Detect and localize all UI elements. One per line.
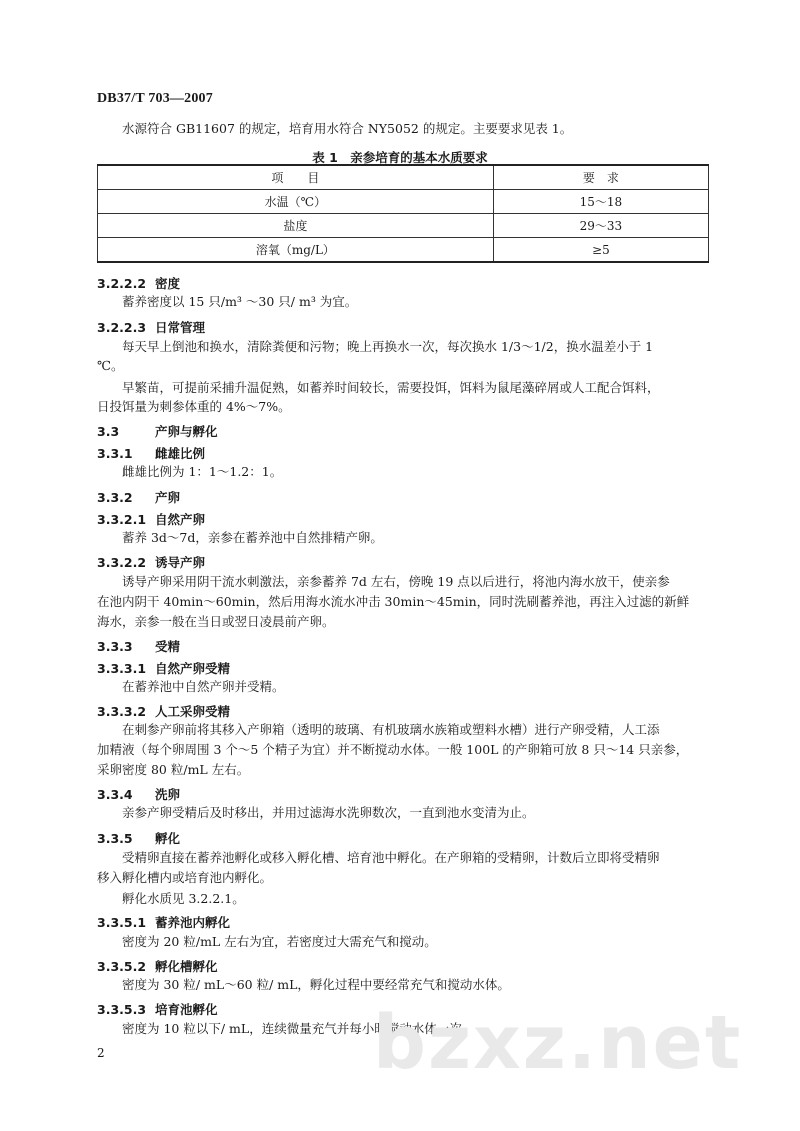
paragraph: 亲参产卵受精后及时移出，并用过滤海水洗卵数次，一直到池水变清为止。 xyxy=(122,805,535,820)
section-number: 3.3.3.1 xyxy=(97,661,147,676)
table-title: 表 1 亲参培育的基本水质要求 xyxy=(312,150,488,165)
section-number: 3.3.5.3 xyxy=(97,1002,147,1017)
paragraph-line: 移入孵化槽内或培育池内孵化。 xyxy=(97,870,273,885)
section-number: 3.3 xyxy=(97,424,120,439)
table-header-requirement: 要 求 xyxy=(493,165,708,190)
water-quality-table xyxy=(97,164,709,263)
section-heading-3-3-5-3 xyxy=(97,1000,218,1018)
section-title: 人工采卵受精 xyxy=(155,704,231,719)
section-heading-3-3 xyxy=(97,422,218,440)
table-header-item: 项 目 xyxy=(98,165,494,190)
table-cell: 15～18 xyxy=(493,190,708,214)
paragraph-line: 每天早上倒池和换水，清除粪便和污物；晚上再换水一次，每次换水 1/3～1/2，换水温差小于 1 xyxy=(122,339,654,354)
section-title: 孵化 xyxy=(155,831,181,846)
paragraph-line: 早繁苗，可提前采捕升温促熟，如蓄养时间较长，需要投饵，饵料为鼠尾藻碎屑或人工配合饵料， xyxy=(122,380,660,395)
section-heading-3-3-3-2 xyxy=(97,702,230,720)
section-title: 蓄养池内孵化 xyxy=(155,915,231,930)
section-number: 3.3.4 xyxy=(97,787,133,802)
intro-paragraph: 水源符合 GB11607 的规定，培育用水符合 NY5052 的规定。主要要求见表 1。 xyxy=(122,121,573,136)
section-number: 3.3.5 xyxy=(97,831,133,846)
page-number: 2 xyxy=(97,1046,105,1060)
section-title: 日常管理 xyxy=(155,320,206,335)
paragraph: 密度为 20 粒/mL 左右为宜，若密度过大需充气和搅动。 xyxy=(122,934,437,949)
section-title: 产卵 xyxy=(155,490,181,505)
paragraph: 蓄养密度以 15 只/m³ ～30 只/ m³ 为宜。 xyxy=(122,294,358,309)
table-cell: 水温（℃） xyxy=(98,190,494,214)
table-cell: 盐度 xyxy=(98,214,494,238)
paragraph-line: 在池内阴干 40min～60min，然后用海水流水冲击 30min～45min，同时洗刷蓄养池，再注入过滤的新鲜 xyxy=(97,594,690,609)
section-heading-3-3-5-2 xyxy=(97,957,218,975)
section-heading-3-3-4 xyxy=(97,785,180,803)
paragraph-line: ℃。 xyxy=(97,358,124,373)
section-heading-3-2-2-3 xyxy=(97,318,205,336)
paragraph: 蓄养 3d～7d，亲参在蓄养池中自然排精产卵。 xyxy=(122,530,383,545)
section-title: 受精 xyxy=(155,639,181,654)
section-number: 3.2.2.3 xyxy=(97,320,147,335)
section-heading-3-3-3-1 xyxy=(97,659,230,677)
section-title: 产卵与孵化 xyxy=(155,424,218,439)
paragraph-line: 采卵密度 80 粒/mL 左右。 xyxy=(97,762,250,777)
paragraph-line: 加精液（每个卵周围 3 个～5 个精子为宜）并不断搅动水体。一般 100L 的产卵箱可放 8 只～14 只亲参， xyxy=(97,742,689,757)
paragraph: 密度为 10 粒以下/ mL，连续微量充气并每小时搅动水体一次。 xyxy=(122,1021,475,1036)
paragraph-line: 在刺参产卵前将其移入产卵箱（透明的玻璃、有机玻璃水族箱或塑料水槽）进行产卵受精，人工添 xyxy=(122,722,660,737)
watermark: bzxz.net xyxy=(373,1000,743,1086)
section-heading-3-3-2-2 xyxy=(97,553,205,571)
table-row xyxy=(98,214,709,238)
table-cell: ≥5 xyxy=(493,238,708,263)
section-number: 3.3.3 xyxy=(97,639,133,654)
paragraph-line: 日投饵量为刺参体重的 4%～7%。 xyxy=(97,399,291,414)
section-number: 3.3.5.1 xyxy=(97,915,147,930)
section-number: 3.3.3.2 xyxy=(97,704,147,719)
section-title: 培育池孵化 xyxy=(155,1002,218,1017)
section-title: 密度 xyxy=(155,276,181,291)
table-row xyxy=(98,190,709,214)
table-header-row xyxy=(98,165,709,190)
table-cell: 29～33 xyxy=(493,214,708,238)
paragraph: 在蓄养池中自然产卵并受精。 xyxy=(122,679,285,694)
paragraph: 雌雄比例为 1：1～1.2：1。 xyxy=(122,464,283,479)
section-title: 孵化槽孵化 xyxy=(155,959,218,974)
section-title: 诱导产卵 xyxy=(155,555,206,570)
section-title: 洗卵 xyxy=(155,787,181,802)
paragraph-line: 诱导产卵采用阴干流水刺激法，亲参蓄养 7d 左右，傍晚 19 点以后进行，将池内海水放干，使亲参 xyxy=(122,574,670,589)
section-heading-3-3-5-1 xyxy=(97,913,230,931)
section-heading-3-3-2 xyxy=(97,488,180,506)
paragraph: 孵化水质见 3.2.2.1。 xyxy=(122,891,245,906)
section-heading-3-3-3 xyxy=(97,637,180,655)
section-number: 3.2.2.2 xyxy=(97,276,147,291)
section-heading-3-3-1 xyxy=(97,444,205,462)
paragraph-line: 受精卵直接在蓄养池孵化或移入孵化槽、培育池中孵化。在产卵箱的受精卵，计数后立即将受精卵 xyxy=(122,850,660,865)
section-number: 3.3.2.1 xyxy=(97,512,147,527)
table-row xyxy=(98,238,709,263)
section-title: 自然产卵 xyxy=(155,512,206,527)
section-title: 自然产卵受精 xyxy=(155,661,231,676)
table-cell: 溶氧（mg/L） xyxy=(98,238,494,263)
section-number: 3.3.5.2 xyxy=(97,959,147,974)
section-title: 雌雄比例 xyxy=(155,446,206,461)
section-number: 3.3.1 xyxy=(97,446,133,461)
section-heading-3-3-5 xyxy=(97,829,180,847)
section-heading-3-2-2-2 xyxy=(97,274,180,292)
paragraph-line: 海水，亲参一般在当日或翌日凌晨前产卵。 xyxy=(97,614,335,629)
paragraph: 密度为 30 粒/ mL～60 粒/ mL，孵化过程中要经常充气和搅动水体。 xyxy=(122,977,510,992)
section-heading-3-3-2-1 xyxy=(97,510,205,528)
section-number: 3.3.2 xyxy=(97,490,133,505)
standard-code: DB37/T 703—2007 xyxy=(97,91,213,106)
section-number: 3.3.2.2 xyxy=(97,555,147,570)
